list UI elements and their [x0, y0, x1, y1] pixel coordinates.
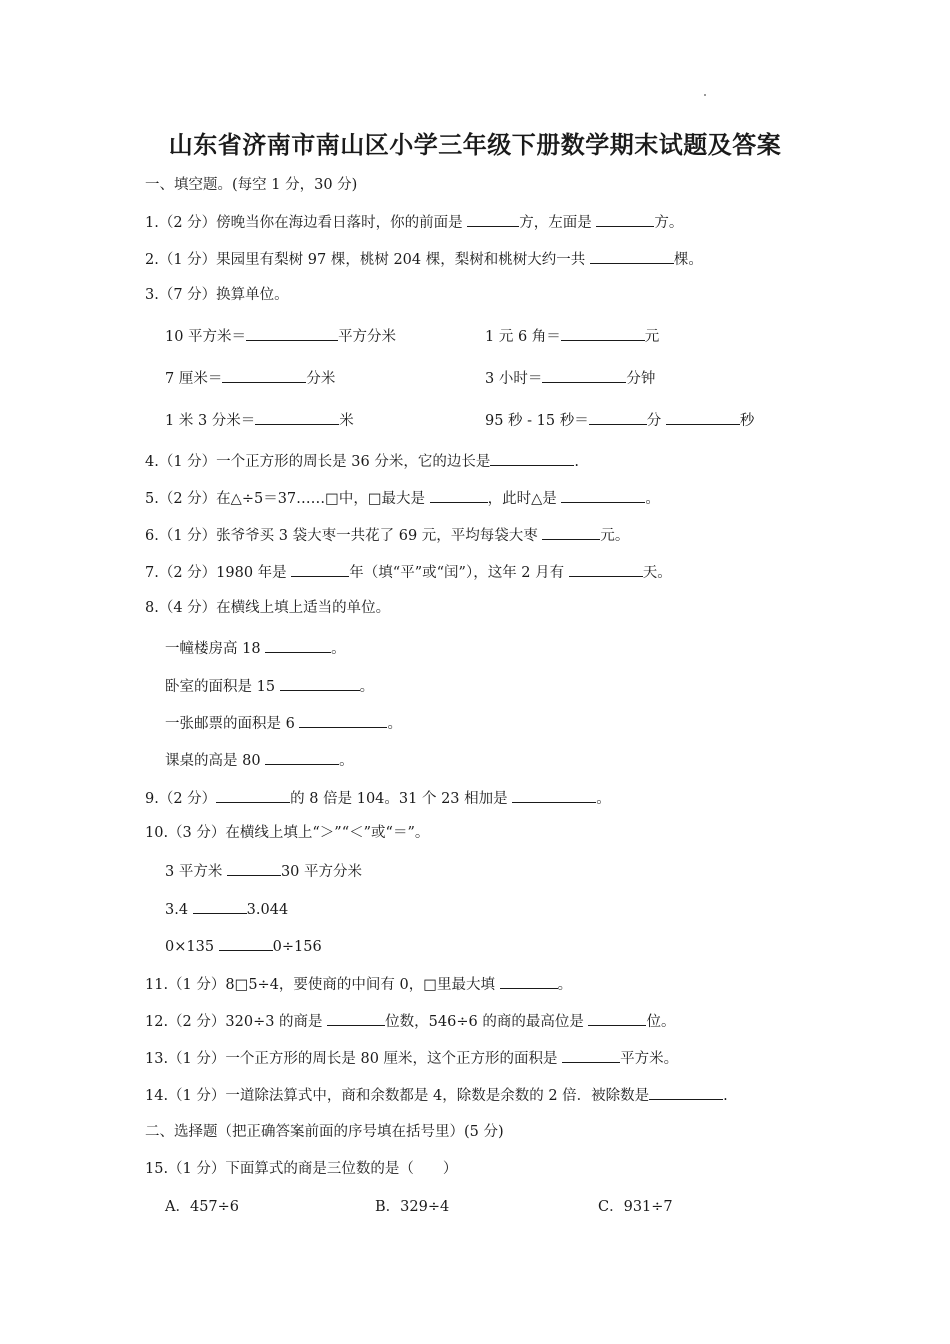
- question-12: 12.（2 分）320÷3 的商是 位数，546÷6 的商的最高位是 位。: [145, 1010, 675, 1032]
- answer-blank[interactable]: [246, 325, 338, 341]
- answer-blank[interactable]: [490, 450, 574, 466]
- answer-blank[interactable]: [666, 409, 740, 425]
- option-a[interactable]: A．457÷6: [165, 1199, 240, 1215]
- answer-blank[interactable]: [193, 898, 247, 914]
- answer-blank[interactable]: [467, 211, 519, 227]
- question-5: 5.（2 分）在△÷5＝37……□中，□最大是 ，此时△是 。: [145, 487, 660, 509]
- question-11: 11.（1 分）8□5÷4，要使商的中间有 0，□里最大填 。: [145, 973, 572, 995]
- question-8-item-3: 一张邮票的面积是 6 。: [165, 712, 402, 734]
- answer-blank[interactable]: [589, 409, 647, 425]
- answer-blank[interactable]: [430, 487, 488, 503]
- page-title: 山东省济南市南山区小学三年级下册数学期末试题及答案: [168, 131, 782, 159]
- answer-blank[interactable]: [569, 561, 643, 577]
- question-9: 9.（2 分） 的 8 倍是 104。31 个 23 相加是 。: [145, 787, 611, 809]
- section-2-heading: 二、选择题（把正确答案前面的序号填在括号里）(5 分): [145, 1124, 504, 1140]
- answer-blank[interactable]: [216, 787, 290, 803]
- answer-blank[interactable]: [299, 712, 387, 728]
- question-10: 10.（3 分）在横线上填上“＞”“＜”或“＝”。: [145, 825, 430, 841]
- section-1-heading: 一、填空题。(每空 1 分，30 分): [145, 177, 358, 193]
- answer-blank[interactable]: [649, 1084, 723, 1100]
- question-10-item-3: 0×135 0÷156: [165, 935, 322, 957]
- question-15: 15.（1 分）下面算式的商是三位数的是（ ）: [145, 1161, 458, 1177]
- answer-blank[interactable]: [542, 367, 626, 383]
- question-14: 14.（1 分）一道除法算式中，商和余数都是 4，除数是余数的 2 倍．被除数是 .: [145, 1084, 728, 1106]
- answer-blank[interactable]: [596, 211, 654, 227]
- answer-blank[interactable]: [561, 487, 645, 503]
- answer-blank[interactable]: [222, 367, 306, 383]
- option-c[interactable]: C．931÷7: [598, 1199, 673, 1215]
- question-3-row-2: 7 厘米＝ 分米 3 小时＝ 分钟: [165, 367, 865, 389]
- answer-blank[interactable]: [291, 561, 349, 577]
- question-10-item-2: 3.4 3.044: [165, 898, 288, 920]
- question-3-col-2: 95 秒 - 15 秒＝ 分 秒: [485, 409, 754, 431]
- speck: [704, 94, 706, 96]
- answer-blank[interactable]: [561, 325, 645, 341]
- question-8: 8.（4 分）在横线上填上适当的单位。: [145, 600, 391, 616]
- question-8-item-1: 一幢楼房高 18 。: [165, 637, 346, 659]
- question-3-col-2: 1 元 6 角＝ 元: [485, 325, 659, 347]
- question-13: 13.（1 分）一个正方形的周长是 80 厘米，这个正方形的面积是 平方米。: [145, 1047, 678, 1069]
- question-8-item-4: 课桌的高是 80 。: [165, 749, 354, 771]
- question-3-row-3: 1 米 3 分米＝ 米 95 秒 - 15 秒＝ 分 秒: [165, 409, 865, 431]
- question-3-col-2: 3 小时＝ 分钟: [485, 367, 655, 389]
- question-8-item-2: 卧室的面积是 15 。: [165, 675, 374, 697]
- answer-blank[interactable]: [590, 248, 674, 264]
- answer-blank[interactable]: [562, 1047, 620, 1063]
- question-4: 4.（1 分）一个正方形的周长是 36 分米，它的边长是 .: [145, 450, 579, 472]
- option-b[interactable]: B．329÷4: [375, 1199, 450, 1215]
- answer-blank[interactable]: [542, 524, 600, 540]
- question-6: 6.（1 分）张爷爷买 3 袋大枣一共花了 69 元，平均每袋大枣 元。: [145, 524, 629, 546]
- answer-blank[interactable]: [265, 637, 331, 653]
- answer-blank[interactable]: [500, 973, 558, 989]
- answer-blank[interactable]: [280, 675, 360, 691]
- question-2: 2.（1 分）果园里有梨树 97 棵，桃树 204 棵，梨树和桃树大约一共 棵。: [145, 248, 703, 270]
- answer-blank[interactable]: [265, 749, 339, 765]
- question-7: 7.（2 分）1980 年是 年（填“平”或“闰”），这年 2 月有 天。: [145, 561, 672, 583]
- answer-blank[interactable]: [327, 1010, 385, 1026]
- answer-blank[interactable]: [588, 1010, 646, 1026]
- answer-blank[interactable]: [255, 409, 339, 425]
- question-10-item-1: 3 平方米 30 平方分米: [165, 860, 362, 882]
- answer-blank[interactable]: [227, 860, 281, 876]
- question-1: 1.（2 分）傍晚当你在海边看日落时，你的前面是 方，左面是 方。: [145, 211, 683, 233]
- question-3: 3.（7 分）换算单位。: [145, 287, 289, 303]
- question-3-row-1: 10 平方米＝ 平方分米 1 元 6 角＝ 元: [165, 325, 865, 347]
- answer-blank[interactable]: [219, 935, 273, 951]
- answer-blank[interactable]: [512, 787, 596, 803]
